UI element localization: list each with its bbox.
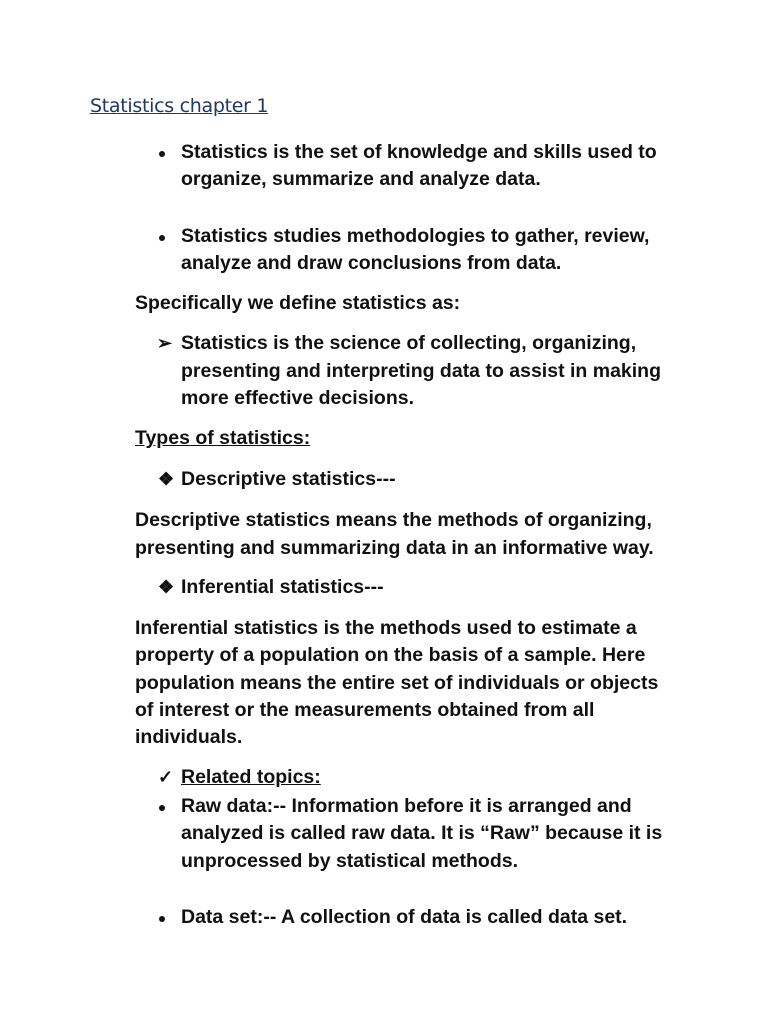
- inferential-line-2: property of a population on the basis of a sample. Here: [135, 644, 646, 666]
- inferential-line-4: of interest or the measurements obtained from all: [135, 699, 595, 721]
- definition-line-3: more effective decisions.: [181, 387, 415, 409]
- inferential-line-1: Inferential statistics is the methods used to estimate a: [135, 617, 637, 639]
- bullet-icon: [159, 916, 165, 922]
- arrow-bullet-icon: ➢: [157, 333, 173, 353]
- intro-bullet-1-line-1: Statistics is the set of knowledge and skills used to: [181, 141, 657, 163]
- inferential-line-3: population means the entire set of individuals or objects: [135, 672, 659, 694]
- intro-bullet-2-line-1: Statistics studies methodologies to gather, review,: [181, 225, 650, 247]
- definition-line-2: presenting and interpreting data to assist in making: [181, 360, 661, 382]
- bullet-icon: [159, 151, 165, 157]
- descriptive-heading: Descriptive statistics---: [181, 468, 396, 490]
- inferential-heading: Inferential statistics---: [181, 576, 384, 598]
- bullet-icon: [159, 805, 165, 811]
- descriptive-line-2: presenting and summarizing data in an informative way.: [135, 537, 654, 559]
- inferential-line-5: individuals.: [135, 726, 243, 748]
- page-title: Statistics chapter 1: [90, 95, 269, 117]
- related-heading: Related topics:: [181, 766, 321, 788]
- intro-bullet-2-line-2: analyze and draw conclusions from data.: [181, 252, 562, 274]
- raw-data-line-2: analyzed is called raw data. It is “Raw” because it is: [181, 822, 663, 844]
- raw-data-line-1: Raw data:-- Information before it is arranged and: [181, 795, 632, 817]
- diamond-bullet-icon: ❖: [158, 469, 175, 489]
- types-heading: Types of statistics:: [135, 427, 311, 449]
- raw-data-line-3: unprocessed by statistical methods.: [181, 850, 519, 872]
- specifically-text: Specifically we define statistics as:: [135, 292, 461, 314]
- check-bullet-icon: ✓: [158, 767, 174, 787]
- diamond-bullet-icon: ❖: [158, 577, 175, 597]
- descriptive-line-1: Descriptive statistics means the methods of organizing,: [135, 509, 652, 531]
- data-set-line: Data set:-- A collection of data is called data set.: [181, 906, 628, 928]
- definition-line-1: Statistics is the science of collecting, organizing,: [181, 332, 637, 354]
- intro-bullet-1-line-2: organize, summarize and analyze data.: [181, 168, 541, 190]
- bullet-icon: [159, 235, 165, 241]
